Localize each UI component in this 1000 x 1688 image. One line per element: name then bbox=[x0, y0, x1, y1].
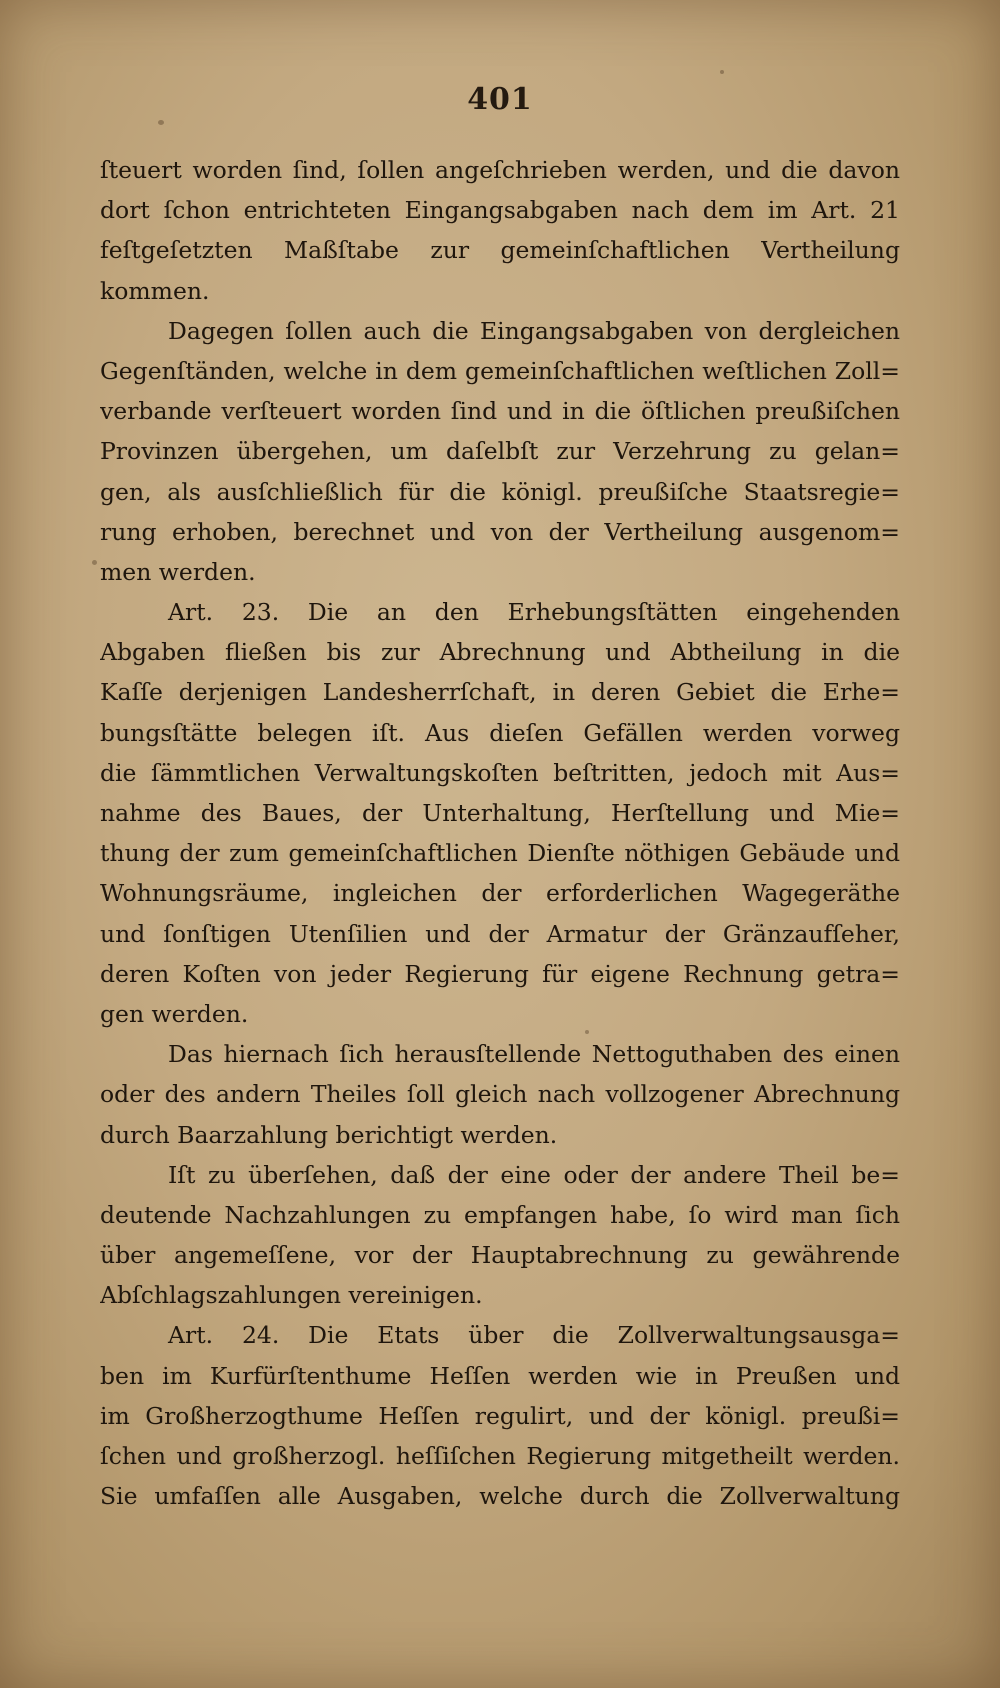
text-line: Sie umfaſſen alle Ausgaben, welche durch die Zollverwaltung bbox=[100, 1482, 900, 1511]
text-line: nahme des Baues, der Unterhaltung, Herſtellung und Mie= bbox=[100, 799, 900, 827]
text-line: Art. 23. Die an den Erhebungsſtätten eingehenden bbox=[168, 598, 900, 627]
text-line: Wohnungsräume, ingleichen der erforderlichen Wagegeräthe bbox=[100, 879, 900, 908]
text-line: deren Koſten von jeder Regierung für eigene Rechnung getra= bbox=[100, 959, 900, 988]
paper-speck bbox=[585, 1030, 589, 1034]
text-line: Gegenſtänden, welche in dem gemeinſchaftlichen weſtlichen Zoll= bbox=[100, 356, 900, 385]
text-line: gen, als ausſchließlich für die königl. preußiſche Staatsregie= bbox=[100, 477, 900, 506]
text-line: Dagegen ſollen auch die Eingangsabgaben von dergleichen bbox=[168, 316, 900, 345]
text-line: kommen. bbox=[100, 276, 210, 305]
text-line: ſchen und großherzogl. heſſiſchen Regierung mitgetheilt werden. bbox=[100, 1442, 900, 1470]
paper-speck bbox=[720, 70, 724, 74]
text-line: im Großherzogthume Heſſen regulirt, und der königl. preußi= bbox=[100, 1401, 900, 1430]
text-line: deutende Nachzahlungen zu empfangen habe, ſo wird man ſich bbox=[100, 1200, 900, 1229]
text-line: Provinzen übergehen, um daſelbſt zur Verzehrung zu gelan= bbox=[100, 437, 900, 466]
text-line: Das hiernach ſich herausſtellende Nettoguthaben des einen bbox=[168, 1040, 900, 1069]
text-line: verbande verſteuert worden ſind und in die öſtlichen preußiſchen bbox=[100, 397, 900, 426]
text-line: dort ſchon entrichteten Eingangsabgaben nach dem im Art. 21 bbox=[100, 196, 900, 225]
text-line: feſtgeſetzten Maßſtabe zur gemeinſchaftlichen Vertheilung bbox=[100, 236, 900, 265]
text-line: bungsſtätte belegen iſt. Aus dieſen Gefällen werden vorweg bbox=[100, 718, 900, 747]
text-line: Abſchlagszahlungen vereinigen. bbox=[100, 1281, 483, 1310]
text-line: Art. 24. Die Etats über die Zollverwaltungsausga= bbox=[168, 1321, 900, 1350]
text-line: Abgaben fließen bis zur Abrechnung und Abtheilung in die bbox=[100, 638, 900, 667]
text-line: men werden. bbox=[100, 557, 256, 586]
text-line: ben im Kurfürſtenthume Heſſen werden wie in Preußen und bbox=[100, 1361, 900, 1390]
text-line: Iſt zu überſehen, daß der eine oder der andere Theil be= bbox=[168, 1160, 900, 1189]
page-number: 401 bbox=[467, 82, 533, 117]
paper-speck bbox=[92, 560, 97, 565]
text-line: ſteuert worden ſind, ſollen angeſchrieben werden, und die davon bbox=[100, 156, 900, 184]
body-text bbox=[100, 150, 900, 1516]
text-line: thung der zum gemeinſchaftlichen Dienſte nöthigen Gebäude und bbox=[100, 839, 900, 868]
text-line: über angemeſſene, vor der Hauptabrechnung zu gewährende bbox=[100, 1241, 900, 1270]
text-line: rung erhoben, berechnet und von der Vertheilung ausgenom= bbox=[100, 517, 900, 546]
text-line: Kaſſe derjenigen Landesherrſchaft, in deren Gebiet die Erhe= bbox=[100, 678, 900, 707]
text-line: durch Baarzahlung berichtigt werden. bbox=[100, 1120, 558, 1149]
text-line: und ſonſtigen Utenſilien und der Armatur der Gränzaufſeher, bbox=[100, 919, 900, 948]
paper-speck bbox=[158, 120, 164, 125]
text-line: gen werden. bbox=[100, 999, 249, 1028]
text-line: die ſämmtlichen Verwaltungskoſten beſtritten, jedoch mit Aus= bbox=[100, 758, 900, 787]
text-line: oder des andern Theiles ſoll gleich nach vollzogener Abrechnung bbox=[100, 1080, 900, 1109]
